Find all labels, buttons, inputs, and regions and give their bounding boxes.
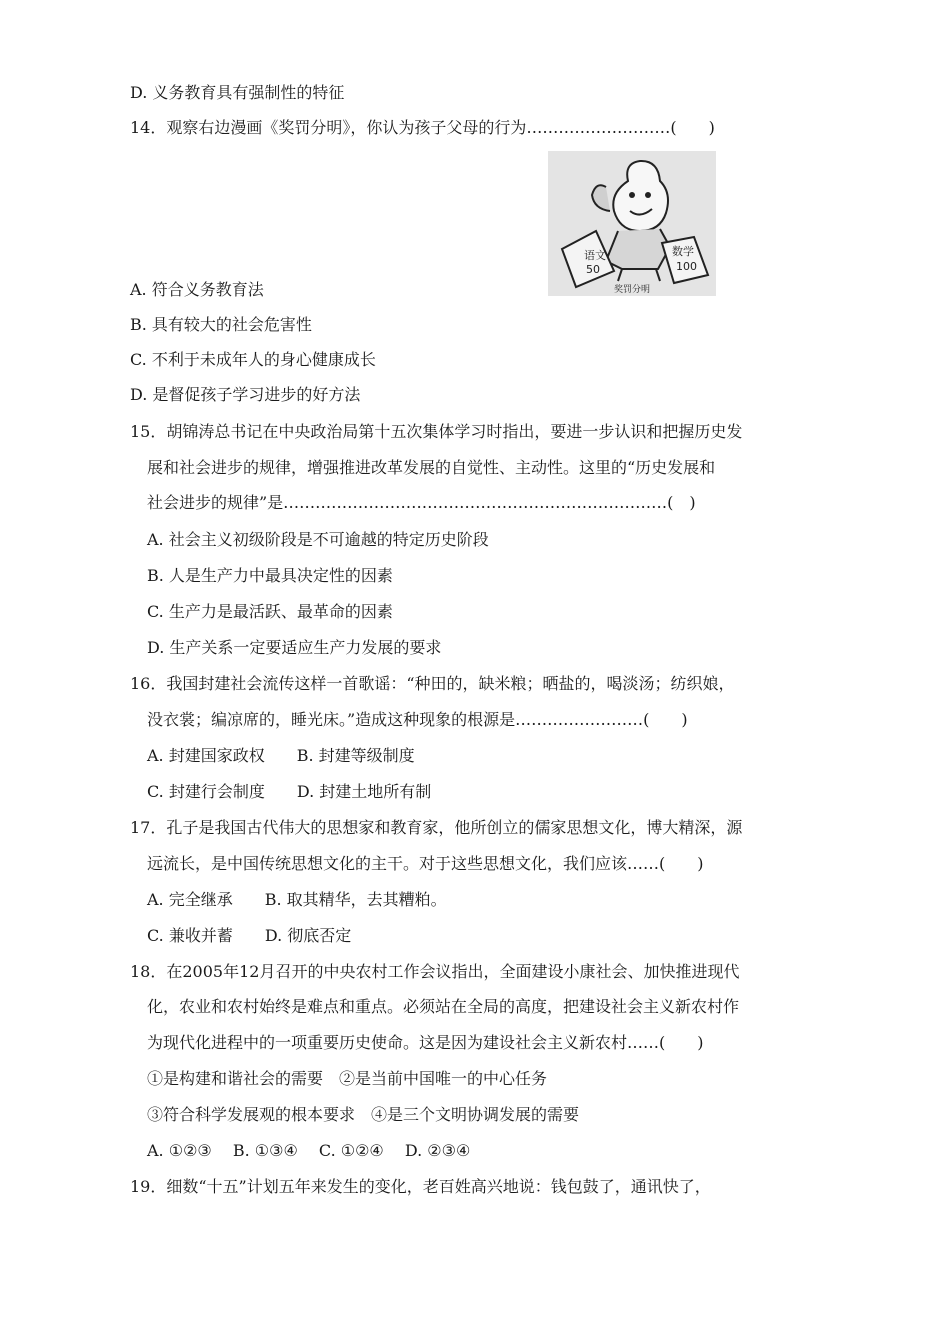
q14-option-a: A. 符合义务教育法 (130, 280, 264, 299)
q14-option-b: B. 具有较大的社会危害性 (130, 315, 312, 334)
q19-stem: 19．细数“十五”计划五年来发生的变化，老百姓高兴地说：钱包鼓了，通讯快了， (130, 1177, 711, 1196)
q17-stem-line2: 远流长，是中国传统思想文化的主干。对于这些思想文化，我们应该……( ) (147, 854, 704, 873)
cartoon-child-icon (548, 151, 716, 296)
paper-right-label: 数学 (672, 245, 694, 258)
q14-stem: 14．观察右边漫画《奖罚分明》，你认为孩子父母的行为………………………( ) (130, 118, 715, 137)
q18-options: A. ①②③ B. ①③④ C. ①②④ D. ②③④ (147, 1141, 471, 1160)
q16-options-cd: C. 封建行会制度 D. 封建土地所有制 (147, 782, 432, 801)
q15-stem-line3: 社会进步的规律”是………………………………………………………………( ) (147, 493, 696, 512)
q15-option-a: A. 社会主义初级阶段是不可逾越的特定历史阶段 (147, 530, 489, 549)
q17-options-cd: C. 兼收并蓄 D. 彻底否定 (147, 926, 352, 945)
q14-option-c: C. 不利于未成年人的身心健康成长 (130, 350, 376, 369)
q15-stem-line1: 15．胡锦涛总书记在中央政治局第十五次集体学习时指出，要进一步认识和把握历史发 (130, 422, 743, 441)
q17-options-ab: A. 完全继承 B. 取其精华，去其糟粕。 (147, 890, 447, 909)
q18-statements-12: ①是构建和谐社会的需要 ②是当前中国唯一的中心任务 (147, 1069, 548, 1088)
q14-option-d: D. 是督促孩子学习进步的好方法 (130, 385, 361, 404)
q16-stem-line2: 没衣裳；编凉席的，睡光床。”造成这种现象的根源是……………………( ) (147, 710, 688, 729)
paper-left-label: 语文 (584, 249, 606, 262)
q18-statements-34: ③符合科学发展观的根本要求 ④是三个文明协调发展的需要 (147, 1105, 580, 1124)
q18-stem-line1: 18．在2005年12月召开的中央农村工作会议指出，全面建设小康社会、加快推进现代 (130, 962, 740, 981)
q18-stem-line3: 为现代化进程中的一项重要历史使命。这是因为建设社会主义新农村……( ) (147, 1033, 704, 1052)
q18-stem-line2: 化，农业和农村始终是难点和重点。必须站在全局的高度，把建设社会主义新农村作 (147, 997, 740, 1016)
q16-stem-line1: 16．我国封建社会流传这样一首歌谣：“种田的，缺米粮；晒盐的，喝淡汤；纺织娘， (130, 674, 735, 693)
q15-option-b: B. 人是生产力中最具决定性的因素 (147, 566, 393, 585)
q15-option-d: D. 生产关系一定要适应生产力发展的要求 (147, 638, 442, 657)
svg-text:50: 50 (586, 263, 600, 276)
q15-option-c: C. 生产力是最活跃、最革命的因素 (147, 602, 393, 621)
q16-options-ab: A. 封建国家政权 B. 封建等级制度 (147, 746, 415, 765)
svg-text:100: 100 (676, 260, 697, 273)
q13-option-d: D. 义务教育具有强制性的特征 (130, 83, 345, 102)
q17-stem-line1: 17．孔子是我国古代伟大的思想家和教育家，他所创立的儒家思想文化，博大精深，源 (130, 818, 743, 837)
q15-stem-line2: 展和社会进步的规律，增强推进改革发展的自觉性、主动性。这里的“历史发展和 (147, 458, 716, 477)
comic-caption: 奖罚分明 (614, 285, 651, 295)
